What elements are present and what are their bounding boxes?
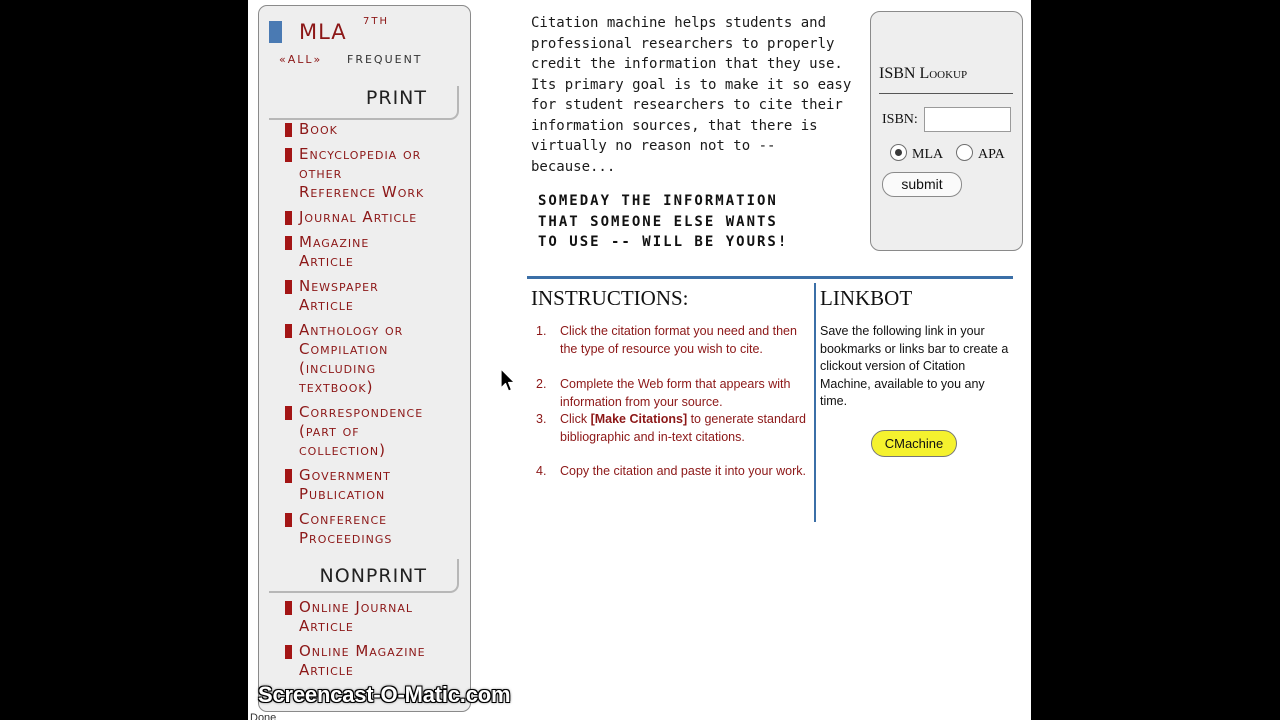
linkbot-title: LINKBOT [820,286,913,310]
print-item-line: (including [299,359,377,377]
nonprint-item-line: Article [299,617,354,635]
print-item-line: Article [299,252,354,270]
cmachine-bookmarklet-button[interactable]: CMachine [871,430,957,457]
step-number: 1. [536,324,547,338]
style-title: MLA [299,20,347,44]
isbn-label: ISBN: [882,112,918,127]
submit-button[interactable]: submit [882,172,962,197]
citation-sidebar [258,5,471,712]
intro-line: Its primary goal is to make it so easy [531,76,852,93]
intro-line: credit the information that they use. [531,56,843,72]
step-text-part: Copy the citation and paste it into your work. [560,464,806,478]
status-bar-text: Done [250,712,277,720]
print-item-line: Conference [299,510,388,528]
mla-color-block [269,21,282,43]
intro-line: Citation machine helps students and [531,15,827,31]
print-item-line: Newspaper [299,277,379,295]
print-item-line: textbook) [299,378,374,396]
print-item-line: other [299,164,343,182]
mla-radio-label: MLA [912,147,944,162]
page-content [248,0,1031,720]
nonprint-item-line: Online Journal [299,598,414,616]
print-item-line: Reference Work [299,183,425,201]
recorder-watermark: Screencast-O-Matic.com [258,682,511,707]
step-text-part: Complete the Web form that appears with information from your source. [560,377,791,409]
intro-line: professional researchers to properly [531,35,835,52]
print-section-heading: PRINT [269,86,459,120]
print-item-line: Government [299,466,391,484]
intro-line: because... [531,158,616,175]
instructions-title: INSTRUCTIONS: [531,286,689,310]
print-item-line: Publication [299,485,386,503]
print-item-line: (part of [299,422,360,440]
apa-radio[interactable] [956,144,973,161]
print-item[interactable] [285,145,470,202]
step-number: 3. [536,412,547,426]
slogan-line: SOMEDAY THE INFORMATION [538,193,778,209]
isbn-title: ISBN Lookup [879,65,968,82]
print-item-line: Magazine [299,233,370,251]
apa-radio-label: APA [978,147,1005,162]
print-item-line: Article [299,296,354,314]
print-item-line: Correspondence [299,403,424,421]
section-divider [527,276,1013,279]
mouse-cursor-icon [500,368,516,394]
step-text [560,411,814,446]
print-item-line: Compilation [299,340,389,358]
linkbot-description: Save the following link in your bookmarks or links bar to create a clickout version of Citation Machine, available to you any time. [820,324,1009,408]
print-item-line: Proceedings [299,529,393,547]
print-item[interactable] [285,466,470,504]
print-item-line: Journal Article [299,208,418,226]
mla-radio[interactable] [890,144,907,161]
nonprint-section-heading: NONPRINT [269,559,459,593]
print-item-line: collection) [299,441,386,459]
print-item[interactable] [285,277,470,315]
slogan-line: THAT SOMEONE ELSE WANTS [538,213,778,230]
step-text-part: Click [560,412,591,426]
print-item-line: Anthology or [299,321,404,339]
nonprint-item-line: Online Magazine [299,642,426,660]
step-text-part: to generate standard bibliographic and in-text citations. [560,412,806,444]
print-item-line: Book [299,120,338,138]
nonprint-item[interactable] [285,598,470,636]
isbn-lookup-panel [870,11,1023,251]
print-item[interactable] [285,120,470,139]
print-item[interactable] [285,208,470,227]
isbn-input[interactable] [924,107,1011,132]
frequent-link[interactable]: FREQUENT [347,53,423,66]
step-text-part: Click the citation format you need and then the type of resource you wish to cite. [560,324,797,356]
all-link[interactable]: «ALL» [279,53,323,66]
step-text [560,463,814,481]
step-text [560,323,814,358]
print-item[interactable] [285,321,470,397]
intro-line: virtually no reason not to -- [531,138,776,154]
step-text [560,376,814,411]
print-item[interactable] [285,403,470,460]
intro-text [531,13,863,177]
nonprint-item[interactable] [285,642,470,680]
intro-line: information sources, that there is [531,117,818,134]
step-number: 4. [536,464,547,478]
step-number: 2. [536,377,547,391]
slogan [538,191,858,253]
make-citations-label: [Make Citations] [590,412,688,426]
divider [879,93,1013,94]
edition-label: 7TH [363,16,389,27]
intro-line: for student researchers to cite their [531,97,843,113]
slogan-line: TO USE -- WILL BE YOURS! [538,234,789,250]
nonprint-item-line: Article [299,661,354,679]
print-item[interactable] [285,510,470,548]
column-divider [814,283,816,522]
print-item[interactable] [285,233,470,271]
print-item-line: Encyclopedia or [299,145,422,163]
